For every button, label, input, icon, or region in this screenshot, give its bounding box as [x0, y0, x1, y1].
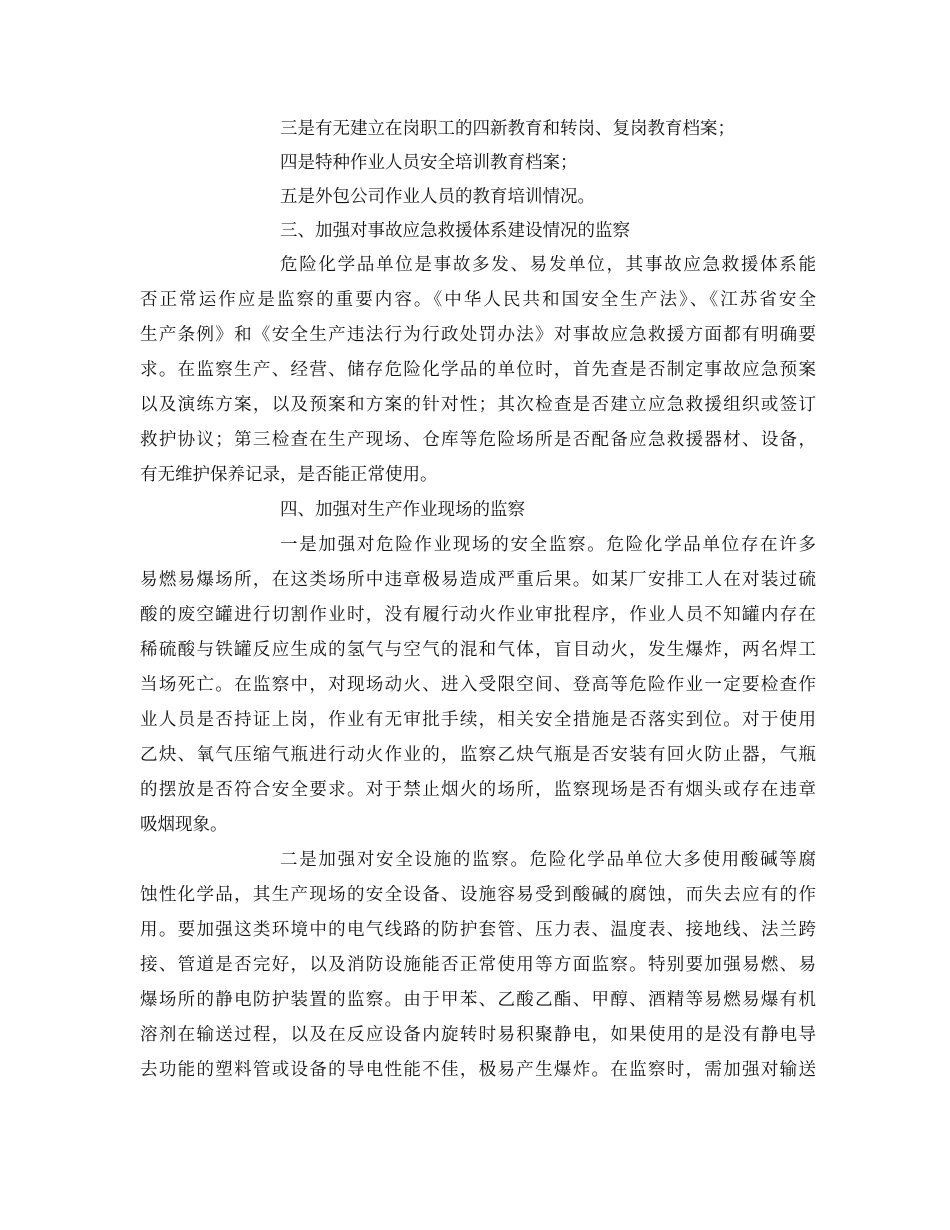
paragraph-line: 稀硫酸与铁罐反应生成的氢气与空气的混和气体，盲目动火，发生爆炸，两名焊工 [140, 640, 816, 660]
paragraph-line: 否正常运作应是监察的重要内容。《中华人民共和国安全生产法》、《江苏省安全 [140, 290, 816, 310]
paragraph-line: 二是加强对安全设施的监察。危险化学品单位大多使用酸碱等腐 [280, 850, 816, 870]
section-heading: 三、加强对事故应急救援体系建设情况的监察 [280, 221, 630, 241]
paragraph-line: 溶剂在输送过程，以及在反应设备内旋转时易积聚静电，如果使用的是没有静电导 [140, 1025, 816, 1045]
paragraph-line: 去功能的塑料管或设备的导电性能不佳，极易产生爆炸。在监察时，需加强对输送 [140, 1060, 816, 1080]
paragraph-line: 业人员是否持证上岗，作业有无审批手续，相关安全措施是否落实到位。对于使用 [140, 710, 816, 730]
section-heading: 四、加强对生产作业现场的监察 [280, 500, 525, 520]
paragraph-line: 接、管道是否完好，以及消防设施能否正常使用等方面监察。特别要加强易燃、易 [140, 955, 816, 975]
paragraph-line: 易燃易爆场所，在这类场所中违章极易造成严重后果。如某厂安排工人在对装过硫 [140, 570, 816, 590]
paragraph-line: 一是加强对危险作业现场的安全监察。危险化学品单位存在许多 [280, 535, 816, 555]
paragraph-line: 当场死亡。在监察中，对现场动火、进入受限空间、登高等危险作业一定要检查作 [140, 675, 816, 695]
paragraph-line: 求。在监察生产、经营、储存危险化学品的单位时，首先查是否制定事故应急预案 [140, 360, 816, 380]
paragraph-line: 生产条例》和《安全生产违法行为行政处罚办法》对事故应急救援方面都有明确要 [140, 325, 816, 345]
paragraph-line: 乙炔、氧气压缩气瓶进行动火作业的，监察乙炔气瓶是否安装有回火防止器，气瓶 [140, 745, 816, 765]
paragraph-line: 用。要加强这类环境中的电气线路的防护套管、压力表、温度表、接地线、法兰跨 [140, 920, 816, 940]
paragraph-line: 酸的废空罐进行切割作业时，没有履行动火作业审批程序，作业人员不知罐内存在 [140, 605, 816, 625]
paragraph-line: 蚀性化学品，其生产现场的安全设备、设施容易受到酸碱的腐蚀，而失去应有的作 [140, 885, 816, 905]
paragraph-line: 吸烟现象。 [140, 815, 228, 835]
paragraph-line: 以及演练方案，以及预案和方案的针对性；其次检查是否建立应急救援组织或签订 [140, 395, 816, 415]
paragraph-line: 的摆放是否符合安全要求。对于禁止烟火的场所，监察现场是否有烟头或存在违章 [140, 780, 816, 800]
text-line: 三是有无建立在岗职工的四新教育和转岗、复岗教育档案； [280, 119, 735, 139]
paragraph-line: 有无维护保养记录，是否能正常使用。 [140, 465, 438, 485]
paragraph-line: 危险化学品单位是事故多发、易发单位，其事故应急救援体系能 [280, 255, 816, 275]
paragraph-line: 爆场所的静电防护装置的监察。由于甲苯、乙酸乙酯、甲醇、酒精等易燃易爆有机 [140, 990, 816, 1010]
text-line: 五是外包公司作业人员的教育培训情况。 [280, 187, 595, 207]
text-line: 四是特种作业人员安全培训教育档案； [280, 153, 578, 173]
paragraph-line: 救护协议；第三检查在生产现场、仓库等危险场所是否配备应急救援器材、设备， [140, 430, 816, 450]
